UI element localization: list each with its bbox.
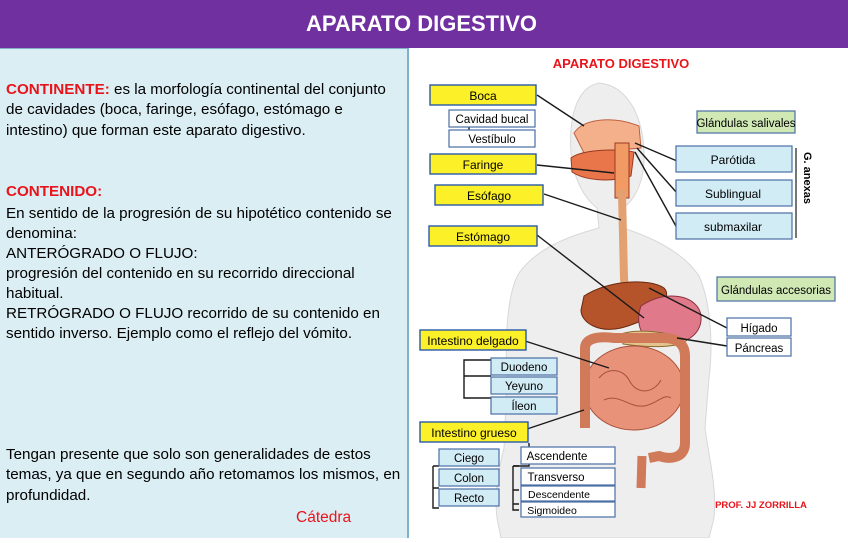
label-cavidad-bucal: Cavidad bucal bbox=[455, 114, 529, 126]
label-faringe: Faringe bbox=[462, 158, 504, 172]
label-glandulas-accesorias: Glándulas accesorias bbox=[721, 285, 831, 297]
retrogrado-text: RETRÓGRADO O FLUJO recorrido de su contenido en sentido inverso. Ejemplo como el reflejo del vómito. bbox=[6, 305, 380, 343]
text-panel bbox=[0, 48, 409, 538]
label-descendente: Descendente bbox=[528, 489, 590, 501]
label-boca: Boca bbox=[469, 89, 497, 103]
digestive-system-figure bbox=[409, 48, 848, 538]
label-parotida: Parótida bbox=[710, 153, 756, 167]
continente-paragraph bbox=[6, 80, 406, 141]
label-submaxilar: submaxilar bbox=[703, 220, 763, 234]
label-ileon: Íleon bbox=[511, 401, 537, 413]
label-intestino-delgado: Intestino delgado bbox=[427, 334, 519, 348]
label-ascendente: Ascendente bbox=[526, 451, 588, 463]
note-paragraph: Tengan presente que solo son generalidades de estos temas, ya que en segundo año retomamos los mismos, en profundidad. bbox=[6, 446, 401, 504]
small-intestine bbox=[584, 346, 684, 430]
label-pancreas: Páncreas bbox=[734, 343, 784, 355]
label-esofago: Esófago bbox=[466, 189, 512, 203]
label-duodeno: Duodeno bbox=[500, 362, 548, 374]
signature: Cátedra bbox=[296, 509, 352, 526]
anterogrado-title: ANTERÓGRADO O FLUJO: bbox=[6, 245, 198, 262]
label-intestino-grueso: Intestino grueso bbox=[431, 426, 517, 440]
label-glandulas-salivales: Glándulas salivales bbox=[696, 118, 796, 130]
nasal-cavity bbox=[574, 120, 641, 153]
label-recto: Recto bbox=[453, 493, 485, 505]
anterogrado-text: progresión del contenido en su recorrido direccional habitual. bbox=[6, 265, 355, 303]
label-sublingual: Sublingual bbox=[704, 187, 762, 201]
label-transverso: Transverso bbox=[527, 472, 585, 484]
label-higado: Hígado bbox=[740, 323, 778, 335]
continente-label: CONTINENTE: bbox=[6, 81, 110, 98]
continente-text: es la morfología continental del conjunto de cavidades (boca, faringe, esófago, estómago e intestino) que forman este aparato digestivo. bbox=[6, 81, 386, 139]
figure-title: APARATO DIGESTIVO bbox=[552, 56, 690, 71]
rectum bbox=[641, 456, 642, 488]
label-colon: Colon bbox=[453, 473, 485, 485]
contenido-label: CONTENIDO: bbox=[6, 183, 103, 200]
label-estomago: Estómago bbox=[455, 230, 511, 244]
author-credit: PROF. JJ ZORRILLA bbox=[715, 500, 807, 511]
label-ciego: Ciego bbox=[453, 453, 485, 465]
page-title: APARATO DIGESTIVO bbox=[0, 0, 848, 48]
label-vestibulo: Vestíbulo bbox=[468, 134, 516, 146]
label-sigmoideo: Sigmoideo bbox=[527, 505, 577, 517]
label-yeyuno: Yeyuno bbox=[505, 381, 543, 393]
label-g-anexas: G. anexas bbox=[801, 152, 813, 204]
contenido-intro: En sentido de la progresión de su hipotético contenido se denomina: bbox=[6, 205, 392, 243]
